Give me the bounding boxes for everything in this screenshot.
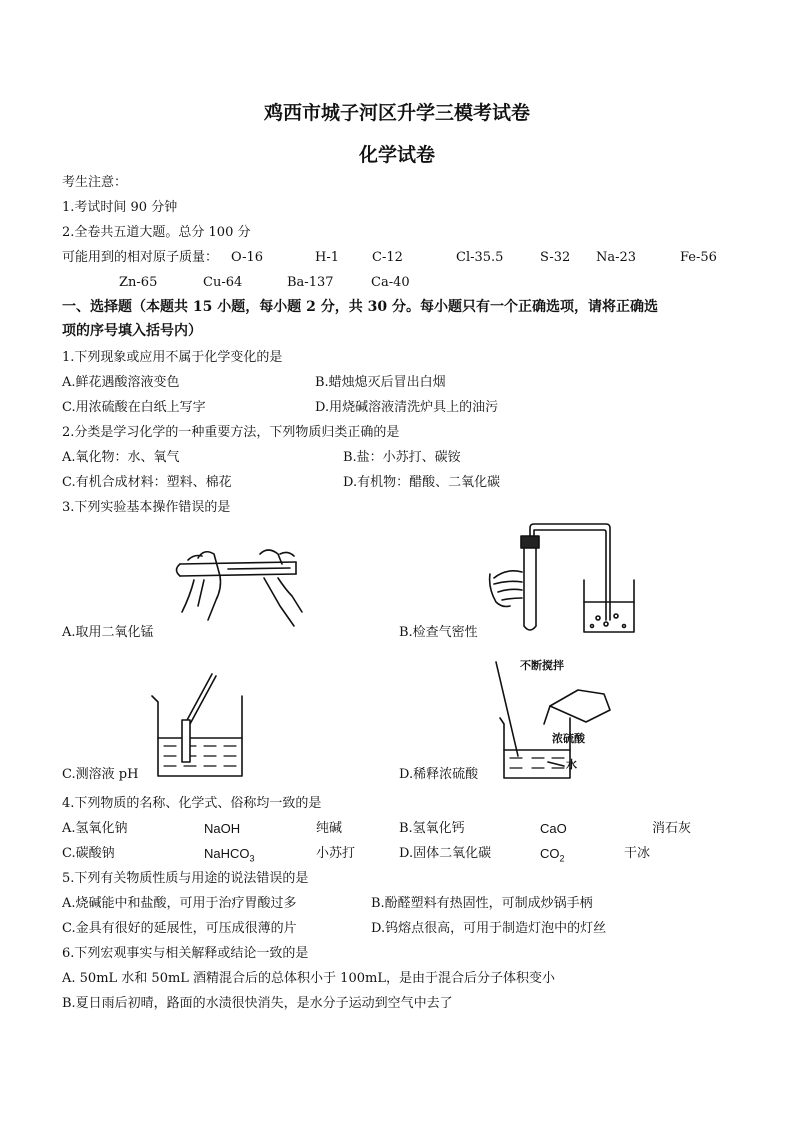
- q1-option-b: B.蜡烛熄灭后冒出白烟: [315, 375, 446, 390]
- notice-item-2: 2.全卷共五道大题。总分 100 分: [62, 225, 251, 240]
- q4-option-b-common: 消石灰: [652, 821, 692, 836]
- notice-heading: 考生注意：: [62, 175, 128, 190]
- q4-option-d-formula: $CO_2$: [540, 846, 565, 864]
- atomic-mass-fe: Fe-56: [680, 250, 717, 265]
- notice-item-1: 1.考试时间 90 分钟: [62, 200, 178, 215]
- q2-option-b: B.盐：小苏打、碳铵: [343, 450, 461, 465]
- q3-stem: 3.下列实验基本操作错误的是: [62, 500, 231, 515]
- q1-option-c: C.用浓硫酸在白纸上写字: [62, 400, 206, 415]
- q5-stem: 5.下列有关物质性质与用途的说法错误的是: [62, 871, 309, 886]
- figure-take-mno2: [168, 540, 313, 630]
- q5-option-c: C.金具有很好的延展性，可压成很薄的片: [62, 921, 297, 936]
- atomic-mass-cl: Cl-35.5: [456, 250, 504, 265]
- q1-stem: 1.下列现象或应用不属于化学变化的是: [62, 350, 283, 365]
- q6-option-b: B.夏日雨后初晴，路面的水渍很快消失，是水分子运动到空气中去了: [62, 996, 453, 1011]
- q1-option-a: A.鲜花遇酸溶液变色: [62, 375, 180, 390]
- atomic-mass-na: Na-23: [596, 250, 637, 265]
- atomic-mass-ca: Ca-40: [371, 275, 410, 290]
- q4-option-c-common: 小苏打: [316, 846, 356, 861]
- q4-option-b-formula: CaO: [540, 821, 567, 836]
- q4-option-a-common: 纯碱: [316, 821, 343, 836]
- section-heading-line2: 项的序号填入括号内）: [62, 323, 202, 339]
- q3-option-b: B.检查气密性: [399, 625, 478, 640]
- q4-option-b-name: B.氢氧化钙: [399, 821, 465, 836]
- q2-option-a: A.氧化物：水、氧气: [62, 450, 180, 465]
- q2-option-c: C.有机合成材料：塑料、棉花: [62, 475, 232, 490]
- q5-option-a: A.烧碱能中和盐酸，可用于治疗胃酸过多: [62, 896, 297, 911]
- atomic-mass-s: S-32: [540, 250, 571, 265]
- q3-option-c: C.测溶液 pH: [62, 767, 139, 782]
- q6-stem: 6.下列宏观事实与相关解释或结论一致的是: [62, 946, 309, 961]
- q5-option-b: B.酚醛塑料有热固性，可制成炒锅手柄: [371, 896, 593, 911]
- atomic-mass-zn: Zn-65: [119, 275, 158, 290]
- q6-option-a: A. 50mL 水和 50mL 酒精混合后的总体积小于 100mL，是由于混合后分子体积变小: [62, 971, 555, 986]
- atomic-mass-c: C-12: [372, 250, 403, 265]
- section-heading-line1: 一、选择题（本题共 15 小题，每小题 2 分，共 30 分。每小题只有一个正确选项，请将正确选: [62, 299, 658, 315]
- q2-stem: 2.分类是学习化学的一种重要方法，下列物质归类正确的是: [62, 425, 400, 440]
- atomic-mass-h: H-1: [315, 250, 340, 265]
- label-keep-stirring: 不断搅拌: [520, 659, 564, 672]
- atomic-mass-cu: Cu-64: [203, 275, 243, 290]
- q4-option-a-formula: NaOH: [204, 821, 241, 836]
- exam-title: 鸡西市城子河区升学三模考试卷: [263, 102, 530, 124]
- q3-option-a: A.取用二氧化锰: [62, 625, 154, 640]
- atomic-mass-ba: Ba-137: [287, 275, 334, 290]
- q4-option-d-name: D.固体二氧化碳: [399, 846, 492, 861]
- q4-option-d-common: 干冰: [624, 846, 651, 861]
- q4-option-a-name: A.氢氧化钠: [62, 821, 128, 836]
- exam-subtitle: 化学试卷: [358, 144, 435, 166]
- q3-option-d: D.稀释浓硫酸: [399, 767, 479, 782]
- q4-option-c-formula: NaHCO$_3$: [204, 846, 255, 864]
- label-conc-acid: 浓硫酸: [552, 732, 585, 745]
- figure-test-ph: [146, 672, 256, 782]
- q2-option-d: D.有机物：醋酸、二氧化碳: [343, 475, 501, 490]
- atomic-mass-label: 可能用到的相对原子质量：: [62, 250, 219, 265]
- label-water: 水: [566, 758, 577, 771]
- figure-airtightness: [488, 522, 638, 637]
- q1-option-d: D.用烧碱溶液清洗炉具上的油污: [315, 400, 499, 415]
- q4-stem: 4.下列物质的名称、化学式、俗称均一致的是: [62, 796, 322, 811]
- atomic-mass-o: O-16: [231, 250, 264, 265]
- q5-option-d: D.钨熔点很高，可用于制造灯泡中的灯丝: [371, 921, 607, 936]
- q4-option-c-name: C.碳酸钠: [62, 846, 115, 861]
